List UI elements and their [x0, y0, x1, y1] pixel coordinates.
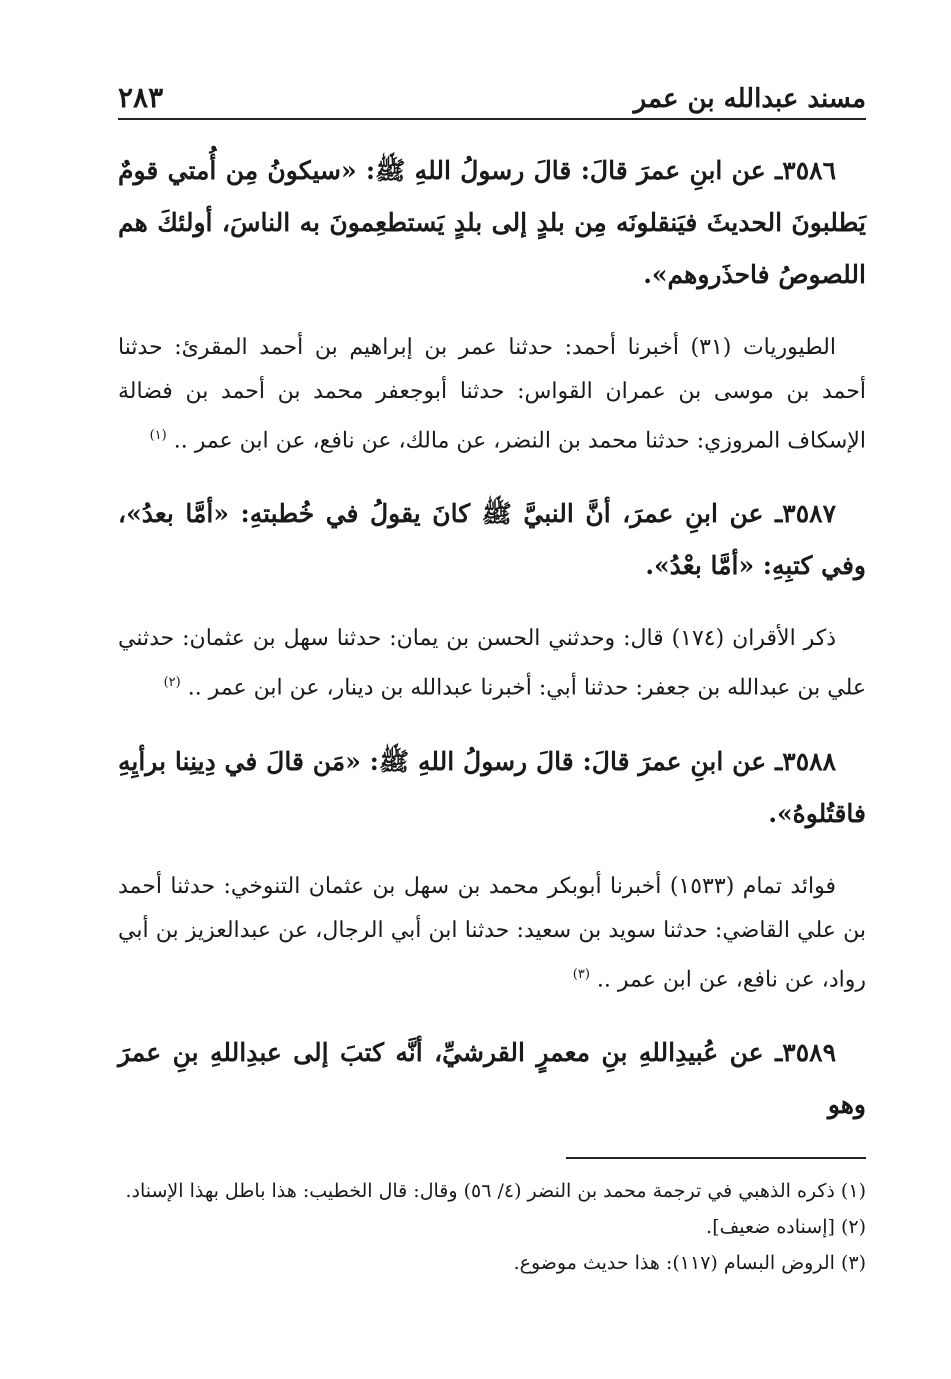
hadith-text: ٣٥٨٨ـ عن ابنِ عمرَ قالَ: قالَ رسولُ اللهِ ﷺ: «مَن قالَ في دِينِنا برأيِهِ فاقتُلوهُ».: [118, 746, 866, 828]
hadith-entry: [118, 488, 866, 710]
footnote-item: (١) ذكره الذهبي في ترجمة محمد بن النضر (٤/ ٥٦) وقال: قال الخطيب: هذا باطل بهذا الإسناد.: [125, 1179, 866, 1202]
hadith-entry: [118, 145, 866, 463]
footnote-separator: [566, 1157, 866, 1159]
footnote-item: (٣) الروض البسام (١١٧): هذا حديث موضوع.: [513, 1251, 866, 1274]
running-title: مسند عبدالله بن عمر: [633, 84, 866, 114]
book-page: [118, 70, 866, 1281]
hadith-text: ٣٥٨٩ـ عن عُبيدِاللهِ بنِ معمرٍ القرشيِّ، أنَّه كتبَ إلى عبدِاللهِ بنِ عمرَ وهو: [118, 1037, 866, 1119]
footnote-marker: (٣): [572, 966, 590, 982]
footnote-marker: (٢): [163, 675, 181, 691]
page-header: [118, 70, 866, 120]
hadith-text: ٣٥٨٧ـ عن ابنِ عمرَ، أنَّ النبيَّ ﷺ كانَ يقولُ في خُطبتهِ: «أمَّا بعدُ»، وفي كتبِهِ: «أمَّا بعْدُ».: [118, 499, 866, 581]
hadith-entry: [118, 1027, 866, 1131]
page-number: ٢٨٣: [118, 81, 164, 114]
hadith-entry: [118, 736, 866, 1002]
takhrij-body: ذكر الأقران (١٧٤) قال: وحدثني الحسن بن يمان: حدثنا سهل بن عثمان: حدثني علي بن عبدالله بن جعفر: حدثنا أبي: أخبرنا عبدالله بن دينار، عن ابن عمر ..: [118, 626, 866, 701]
footnotes: [118, 1173, 866, 1281]
takhrij-body: فوائد تمام (١٥٣٣) أخبرنا أبوبكر محمد بن سهل بن عثمان التنوخي: حدثنا أحمد بن علي القاضي: حدثنا سويد بن سعيد: حدثنا ابن أبي الرجال، عن عبدالعزيز بن أبي رواد، عن نافع، عن ابن عمر ..: [118, 873, 866, 992]
takhrij-text: [118, 617, 866, 710]
takhrij-text: [118, 865, 866, 1002]
takhrij-body: الطيوريات (٣١) أخبرنا أحمد: حدثنا عمر بن إبراهيم بن أحمد المقرئ: حدثنا أحمد بن موسى بن عمران القواس: حدثنا أبوجعفر محمد بن أحمد بن فضالة الإسكاف المروزي: حدثنا محمد بن النضر، عن مالك، عن نافع، عن ابن عمر ..: [118, 335, 866, 454]
footnote-marker: (١): [149, 428, 167, 443]
hadith-text: ٣٥٨٦ـ عن ابنِ عمرَ قالَ: قالَ رسولُ اللهِ ﷺ: «سيكونُ مِن أُمتي قومٌ يَطلبونَ الحديثَ فيَنقلونَه مِن بلدٍ إلى بلدٍ يَستطعِمونَ به الناسَ، أولئكَ هم اللصوصُ فاحذَروهم».: [118, 156, 866, 289]
footnote-item: (٢) [إسناده ضعيف].: [706, 1215, 866, 1238]
takhrij-text: [118, 326, 866, 463]
